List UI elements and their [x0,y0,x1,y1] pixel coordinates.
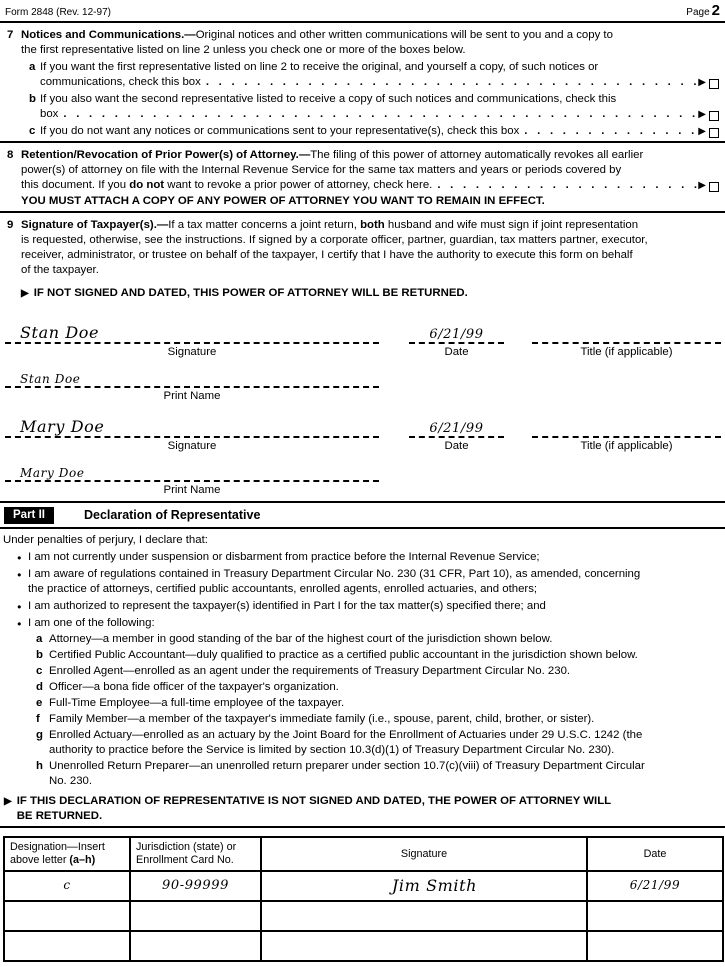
designation-item-f: f Family Member—a member of the taxpayer's immediate family (i.e., spouse, parent, child, brother, or sister). [36,713,595,725]
line-7c: c If you do not want any notices or communications sent to your representative(s), check this box . . . ▶ [21,124,719,139]
taxpayer1-print-name-row [5,370,721,403]
taxpayer2-date-line [409,417,504,438]
dot-leader [58,107,698,122]
taxpayer2-print-name-row [5,464,721,497]
form-id: Form 2848 (Rev. 12-97) [5,7,111,18]
item-letter: a [29,61,36,73]
taxpayer-signature-area [0,323,725,497]
date-cell: 6/21/99 [587,871,723,901]
title-label: Title (if applicable) [580,346,673,358]
not-signed-returned-note: ▶ IF NOT SIGNED AND DATED, THIS POWER OF ATTORNEY WILL BE RETURNED. [21,286,719,301]
representative-signature-cell[interactable] [261,901,587,931]
taxpayer2-title-line [532,417,721,438]
pointer-arrow-icon [4,795,12,824]
designation-item-a: a Attorney—a member in good standing of the bar of the highest court of the jurisdiction shown below. [36,633,553,645]
bullet-icon [17,599,28,614]
pointer-arrow-icon [698,125,706,139]
taxpayer1-title-line [532,323,721,344]
representative-signature-cell[interactable] [261,931,587,961]
section-8-title: Retention/Revocation of Prior Power(s) of Attorney.— [21,149,311,161]
taxpayer2-signature-line [5,417,379,438]
print-name-label: Print Name [163,484,221,496]
date-label: Date [444,440,469,452]
dot-leader [432,178,698,193]
declaration-bullet: ● I am aware of regulations contained in Treasury Department Circular No. 230 (31 CFR, Part 10), as amended, concerning the practice of attorneys, certified public accountants, enrolled agents, enrolled actuaries, and others; [17,567,720,597]
dot-leader [519,124,698,139]
taxpayer2-signature-row [5,417,721,453]
bullet-icon [17,567,28,597]
designation-item-d: d Officer—a bona fide officer of the taxpayer's organization. [36,681,339,693]
designation-item-h: h Unenrolled Return Preparer—an unenrolled return preparer under section 10.7(c)(viii) of Treasury Department Circular No. 230. [36,760,645,787]
attach-copy-warning: YOU MUST ATTACH A COPY OF ANY POWER OF ATTORNEY YOU WANT TO REMAIN IN EFFECT. [21,195,545,207]
declaration-bullet: ● I am one of the following: [17,616,720,631]
signature-label: Signature [167,440,217,452]
representative-signature-table [3,836,724,962]
section-7-title: Notices and Communications.— [21,29,196,41]
section-9-signature-of-taxpayers: 9 Signature of Taxpayer(s).—If a tax matter concerns a joint return, both husband and wife must sign if joint representation is requested, otherwise, see the instructions. If signed by a corporate officer, partner, guardian, tax matters partner, executor, receiver, administrator, or trustee on behalf of the taxpayer, I certify that I have the authority to execute this form on behalf of the taxpayer. ▶ IF NOT SIGNED AND DATED, THIS POWER OF ATTORNEY WILL BE RETURNED. [0,213,725,303]
taxpayer1-signature-row [5,323,721,359]
item-letter: b [29,93,36,105]
page-number: 2 [711,2,720,19]
notices-original-checkbox[interactable] [709,79,719,89]
date-label: Date [444,346,469,358]
designation-item-e: e Full-Time Employee—a full-time employee of the taxpayer. [36,697,345,709]
page-indicator: Page 2 [686,2,720,19]
jurisdiction-cell: 90-99999 [130,871,261,901]
taxpayer1-signature-line [5,323,379,344]
line-number: 7 [7,29,14,41]
notices-second-rep-checkbox[interactable] [709,111,719,121]
designation-cell[interactable] [4,931,130,961]
designation-item-b: b Certified Public Accountant—duly qualified to practice as a certified public accountant in the jurisdiction shown below. [36,649,638,661]
taxpayer2-print-name-value: Mary Doe [20,466,85,480]
retain-prior-poa-checkbox[interactable] [709,182,719,192]
designation-column-header: Designation—Insert above letter (a–h) [4,837,130,871]
declaration-not-signed-note: ▶ IF THIS DECLARATION OF REPRESENTATIVE IS NOT SIGNED AND DATED, THE POWER OF ATTORNEY WILL BE RETURNED. [3,794,720,824]
designation-cell[interactable] [4,901,130,931]
declaration-of-representative [0,529,725,826]
table-row [4,901,723,931]
taxpayer1-date-value: 6/21/99 [429,327,484,342]
taxpayer1-date-line [409,323,504,344]
pointer-arrow-icon [698,179,706,193]
pointer-arrow-icon [21,287,29,301]
taxpayer2-date-value: 6/21/99 [429,421,484,436]
part2-header [0,503,725,527]
designation-item-c: c Enrolled Agent—enrolled as an agent under the requirements of Treasury Department Circular No. 230. [36,665,571,677]
pointer-arrow-icon [698,108,706,122]
date-column-header: Date [587,837,723,871]
dot-leader [201,75,698,90]
declaration-bullet: ● I am authorized to represent the taxpayer(s) identified in Part I for the tax matter(s) specified there; and [17,599,720,614]
date-cell[interactable] [587,931,723,961]
pointer-arrow-icon [698,76,706,90]
line-number: 9 [7,219,14,231]
signature-column-header: Signature [261,837,587,871]
jurisdiction-cell[interactable] [130,931,261,961]
jurisdiction-cell[interactable] [130,901,261,931]
table-row [4,871,723,901]
table-header-row [4,837,723,871]
signature-label: Signature [167,346,217,358]
taxpayer2-signature-value: Mary Doe [20,417,105,436]
item-letter: c [29,125,36,137]
part2-chip: Part II [4,507,54,524]
section-8-revocation: 8 Retention/Revocation of Prior Power(s) of Attorney.—The filing of this power of attorney automatically revokes all earlier power(s) of attorney on file with the Internal Revenue Service for the same tax matters and years or periods covered by this document. If you do not want to revoke a prior power of attorney, check here. . . . ▶ YOU MUST ATTACH A COPY OF ANY POWER OF ATTORNEY YOU WANT TO REMAIN IN EFFECT. [0,143,725,211]
no-notices-checkbox[interactable] [709,128,719,138]
line-number: 8 [7,149,14,161]
line-7a: a If you want the first representative listed on line 2 to receive the original, and yourself a copy, of such notices or communications, check this box . . . ▶ [21,60,719,90]
page-header [0,0,725,21]
designation-item-g: g Enrolled Actuary—enrolled as an actuary by the Joint Board for the Enrollment of Actuaries under 29 U.S.C. 1242 (the authority to practice before the Service is limited by section 10.3(d)(1) of Treasury Department Circular No. 230). [36,729,643,756]
representative-designation-list [36,632,720,789]
table-row [4,931,723,961]
jurisdiction-column-header: Jurisdiction (state) or Enrollment Card No. [130,837,261,871]
date-cell[interactable] [587,901,723,931]
bullet-icon [17,550,28,565]
section-9-title: Signature of Taxpayer(s).— [21,219,169,231]
print-name-label: Print Name [163,390,221,402]
title-label: Title (if applicable) [580,440,673,452]
bullet-icon [17,616,28,631]
section-rule [0,826,725,828]
taxpayer1-signature-value: Stan Doe [20,323,100,342]
taxpayer2-print-name-line [5,464,379,482]
section-7-notices: 7 Notices and Communications.—Original notices and other written communications will be sent to you and a copy to the first representative listed on line 2 unless you check one or more of the boxes below. a If you want the first representative listed on line 2 to receive the original, and yourself a copy, of such notices or communications, check this box . . . ▶ b If you also want the second representative listed to receive a copy of such notices and communications, check this box . . . ▶ c If you do not want any notices or communications sent to your representative(s), check this box . . . ▶ [0,23,725,141]
taxpayer1-print-name-line [5,370,379,388]
line-7b: b If you also want the second representative listed to receive a copy of such notices and communications, check this box . . . ▶ [21,92,719,122]
taxpayer1-print-name-value: Stan Doe [20,372,81,386]
declaration-bullet: ● I am not currently under suspension or disbarment from practice before the Internal Revenue Service; [17,550,720,565]
part2-title: Declaration of Representative [83,508,261,522]
perjury-intro: Under penalties of perjury, I declare that: [3,534,208,546]
representative-signature-cell: Jim Smith [261,871,587,901]
designation-cell: c [4,871,130,901]
